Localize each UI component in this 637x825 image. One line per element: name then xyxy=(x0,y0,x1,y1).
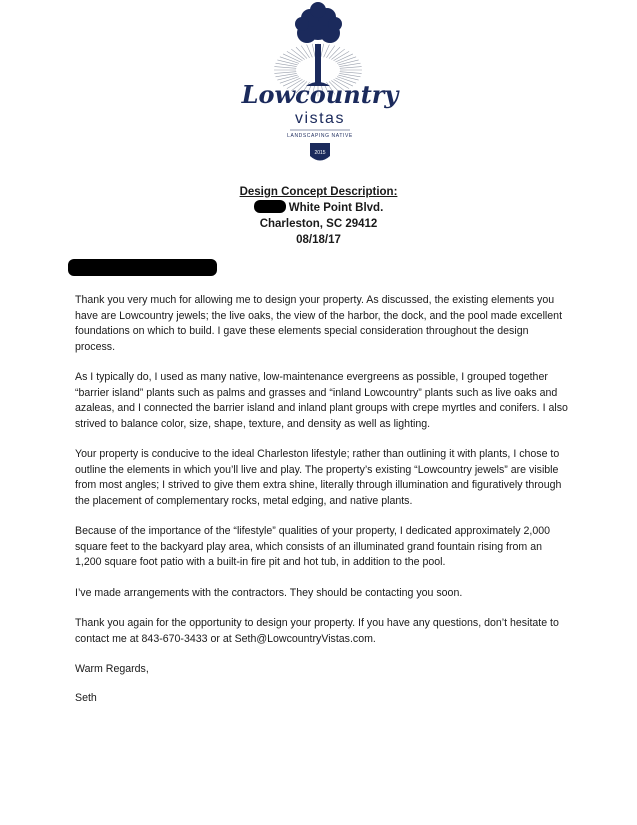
logo-ray xyxy=(340,67,362,69)
paragraph: As I typically do, I used as many native, low-maintenance evergreens as possible, I grouped together “barrier island” plants such as palms and grasses and “inland Lowcountry” plants such as live oaks and azaleas, and I connected the barrier island and inland plant groups with crepe myrtles and conifers. I also strived to balance color, size, shape, texture, and density as well as lighting. xyxy=(75,371,568,430)
logo-year: 2015 xyxy=(314,150,326,156)
company-logo xyxy=(240,0,400,168)
logo-tagline: LANDSCAPING NATIVE xyxy=(287,133,353,139)
paragraph: Thank you again for the opportunity to design your property. If you have any questions, don’t hesitate to contact me at 843-670-3433 or at Seth@LowcountryVistas.com. xyxy=(75,617,559,645)
logo-ray xyxy=(340,72,362,74)
salutation: Warm Regards, xyxy=(75,663,149,675)
logo-ray xyxy=(307,44,313,57)
paragraph: Your property is conducive to the ideal Charleston lifestyle; rather than outlining it with plants, I chose to outline the elements in which you’ll live and play. The property’s existing “Lowcountry jewels” are visible from most angles; I strived to give them extra shine, literally through illumination and figuratively through the placement of complementary rocks, metal edging, and native plants. xyxy=(75,448,562,507)
redacted-house-number xyxy=(254,200,286,213)
letter-body xyxy=(75,293,570,719)
redacted-recipient-name xyxy=(68,259,217,276)
document-date: 08/18/17 xyxy=(296,234,341,246)
paragraph: I’ve made arrangements with the contractors. They should be contacting you soon. xyxy=(75,586,463,599)
signature: Seth xyxy=(75,691,97,704)
paragraph: Thank you very much for allowing me to design your property. As discussed, the existing elements you have are Lowcountry jewels; the live oaks, the view of the harbor, the dock, and the pool made excellent foundations on which to build. I gave these elements special consideration throughout the design process. xyxy=(75,294,563,353)
logo-ray xyxy=(301,46,309,58)
logo-ray xyxy=(312,44,315,57)
logo-ray xyxy=(326,46,334,58)
paragraph: Because of the importance of the “lifestyle” qualities of your property, I dedicated approximately 2,000 square feet to the backyard play area, which consists of an illuminated grand fountain rising from an 1,200 square foot patio with a built-in fire pit and hot tub, in addition to the pool. xyxy=(75,525,551,568)
address-line-2: Charleston, SC 29412 xyxy=(259,218,378,230)
document-heading xyxy=(0,184,637,248)
logo-sans-text: vistas xyxy=(295,110,345,127)
logo-ray xyxy=(274,72,296,74)
address-line-1: White Point Blvd. xyxy=(0,200,637,216)
logo-script-text: Lowcountry xyxy=(241,80,399,109)
logo-ray xyxy=(321,44,324,57)
logo-ray xyxy=(274,67,296,69)
document-title: Design Concept Description: xyxy=(239,186,398,198)
logo-ray xyxy=(324,44,330,57)
